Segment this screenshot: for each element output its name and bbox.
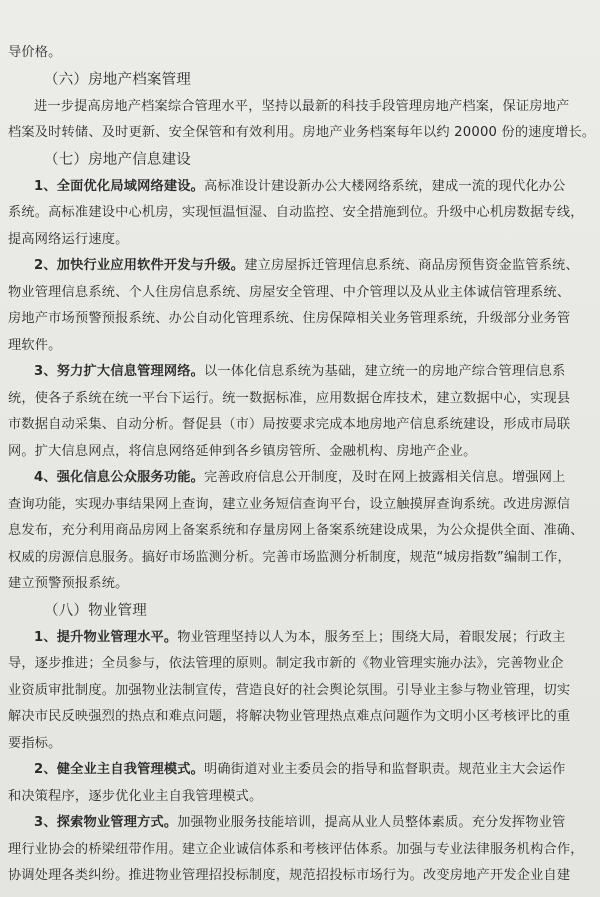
- text-line: 业资质审批制度。加强物业法制宣传，营造良好的社会舆论氛围。引导业主参与物业管理，切实: [8, 682, 571, 698]
- item-text: 高标准设计建设新办公大楼网络系统，建成一流的现代化办公: [204, 178, 566, 194]
- item-heading: 1、提升物业管理水平。: [34, 629, 178, 645]
- item-heading: 1、全面优化局域网络建设。: [34, 178, 205, 194]
- paragraph-lead-line: [8, 359, 592, 386]
- text-line: 统，使各子系统在统一平台下运行。统一数据标准，应用数据仓库技术，建立数据中心，实现县: [8, 390, 571, 406]
- item-heading: 2、加快行业应用软件开发与升级。: [34, 258, 245, 273]
- paragraph-lead-line: [8, 810, 592, 837]
- text-line: 理软件。: [8, 337, 62, 353]
- item-text: 建立房屋拆迁管理信息系统、商品房预售资金监管系统、: [244, 258, 579, 273]
- paragraph-lead-line: [8, 757, 592, 784]
- text-line: 权威的房源信息服务。搞好市场监测分析。完善市场监测分析制度，规范“城房指数”编制工作，: [8, 549, 571, 565]
- text-line: 进一步提高房地产档案综合管理水平，坚持以最新的科技手段管理房地产档案，保证房地产: [34, 98, 570, 114]
- text-line: 档案及时转储、及时更新、安全保管和有效利用。房地产业务档案每年以约 20000 份的速度增长。: [8, 125, 596, 140]
- text-line: 网。扩大信息网点，将信息网络延伸到各乡镇房管所、金融机构、房地产企业。: [8, 443, 477, 459]
- text-line: 提高网络运行速度。: [8, 231, 129, 247]
- paragraph-lead-line: [8, 253, 592, 280]
- paragraph-lead-line: [8, 625, 592, 652]
- text-line: 息发布，充分利用商品房网上备案系统和存量房网上备案系统建设成果，为公众提供全面、准确、: [8, 523, 584, 538]
- item-heading: 2、健全业主自我管理模式。: [34, 762, 205, 777]
- text-line: 理行业协会的桥梁纽带作用。建立企业诚信体系和考核评估体系。加强与专业法律服务机构合作，: [8, 841, 584, 857]
- item-heading: 3、探索物业管理方式。: [34, 815, 178, 830]
- text-line: 解决市民反映强烈的热点和难点问题，将解决物业管理热点难点问题作为文明小区考核评比的重: [8, 709, 571, 724]
- text-line: 导价格。: [8, 45, 62, 60]
- text-line: 系统。高标准建设中心机房，实现恒温恒湿、自动监控、安全措施到位。升级中心机房数据专线，: [8, 205, 584, 220]
- item-heading: 4、强化信息公众服务功能。: [34, 470, 205, 485]
- item-text: 物业管理坚持以人为本，服务至上；围绕大局，着眼发展；行政主: [177, 629, 566, 645]
- text-line: 建立预警预报系统。: [8, 576, 129, 591]
- text-line: 市数据自动采集、自动分析。督促县（市）局按要求完成本地房地产信息系统建设，形成市局联: [8, 417, 571, 432]
- item-text: 完善政府信息公开制度，及时在网上披露相关信息。增强网上: [204, 470, 566, 485]
- text-line: 物业管理信息系统、个人住房信息系统、房屋安全管理、中介管理以及从业主体诚信管理系统、: [8, 284, 571, 300]
- text-line: 协调处理各类纠纷。推进物业管理招投标制度，规范招投标市场行为。改变房地产开发企业自建: [8, 868, 571, 883]
- item-text: 明确街道对业主委员会的指导和监督职责。规范业主大会运作: [204, 762, 566, 777]
- text-line: 房地产市场预警预报系统、办公自动化管理系统、住房保障相关业务管理系统，升级部分业务管: [8, 311, 571, 326]
- text-line: 要指标。: [8, 735, 62, 751]
- item-text: 以一体化信息系统为基础，建立统一的房地产综合管理信息系: [204, 364, 566, 379]
- paragraph-lead-line: [8, 465, 592, 492]
- item-text: 加强物业服务技能培训，提高从业人员整体素质。充分发挥物业管: [177, 815, 566, 830]
- text-line: 和决策程序，逐步优化业主自我管理模式。: [8, 788, 263, 804]
- item-heading: 3、努力扩大信息管理网络。: [34, 364, 205, 379]
- section-heading: （七）房地产信息建设: [44, 151, 191, 168]
- section-heading: （六）房地产档案管理: [44, 71, 191, 88]
- section-heading: （八）物业管理: [44, 602, 147, 619]
- text-line: 查询功能，实现办事结果网上查询，建立业务短信查询平台，设立触摸屏查询系统。改进房源信: [8, 496, 571, 512]
- paragraph-lead-line: [8, 174, 592, 201]
- text-line: 导，逐步推进；全员参与，依法管理的原则。制定我市新的《物业管理实施办法》，完善物业企: [8, 656, 564, 671]
